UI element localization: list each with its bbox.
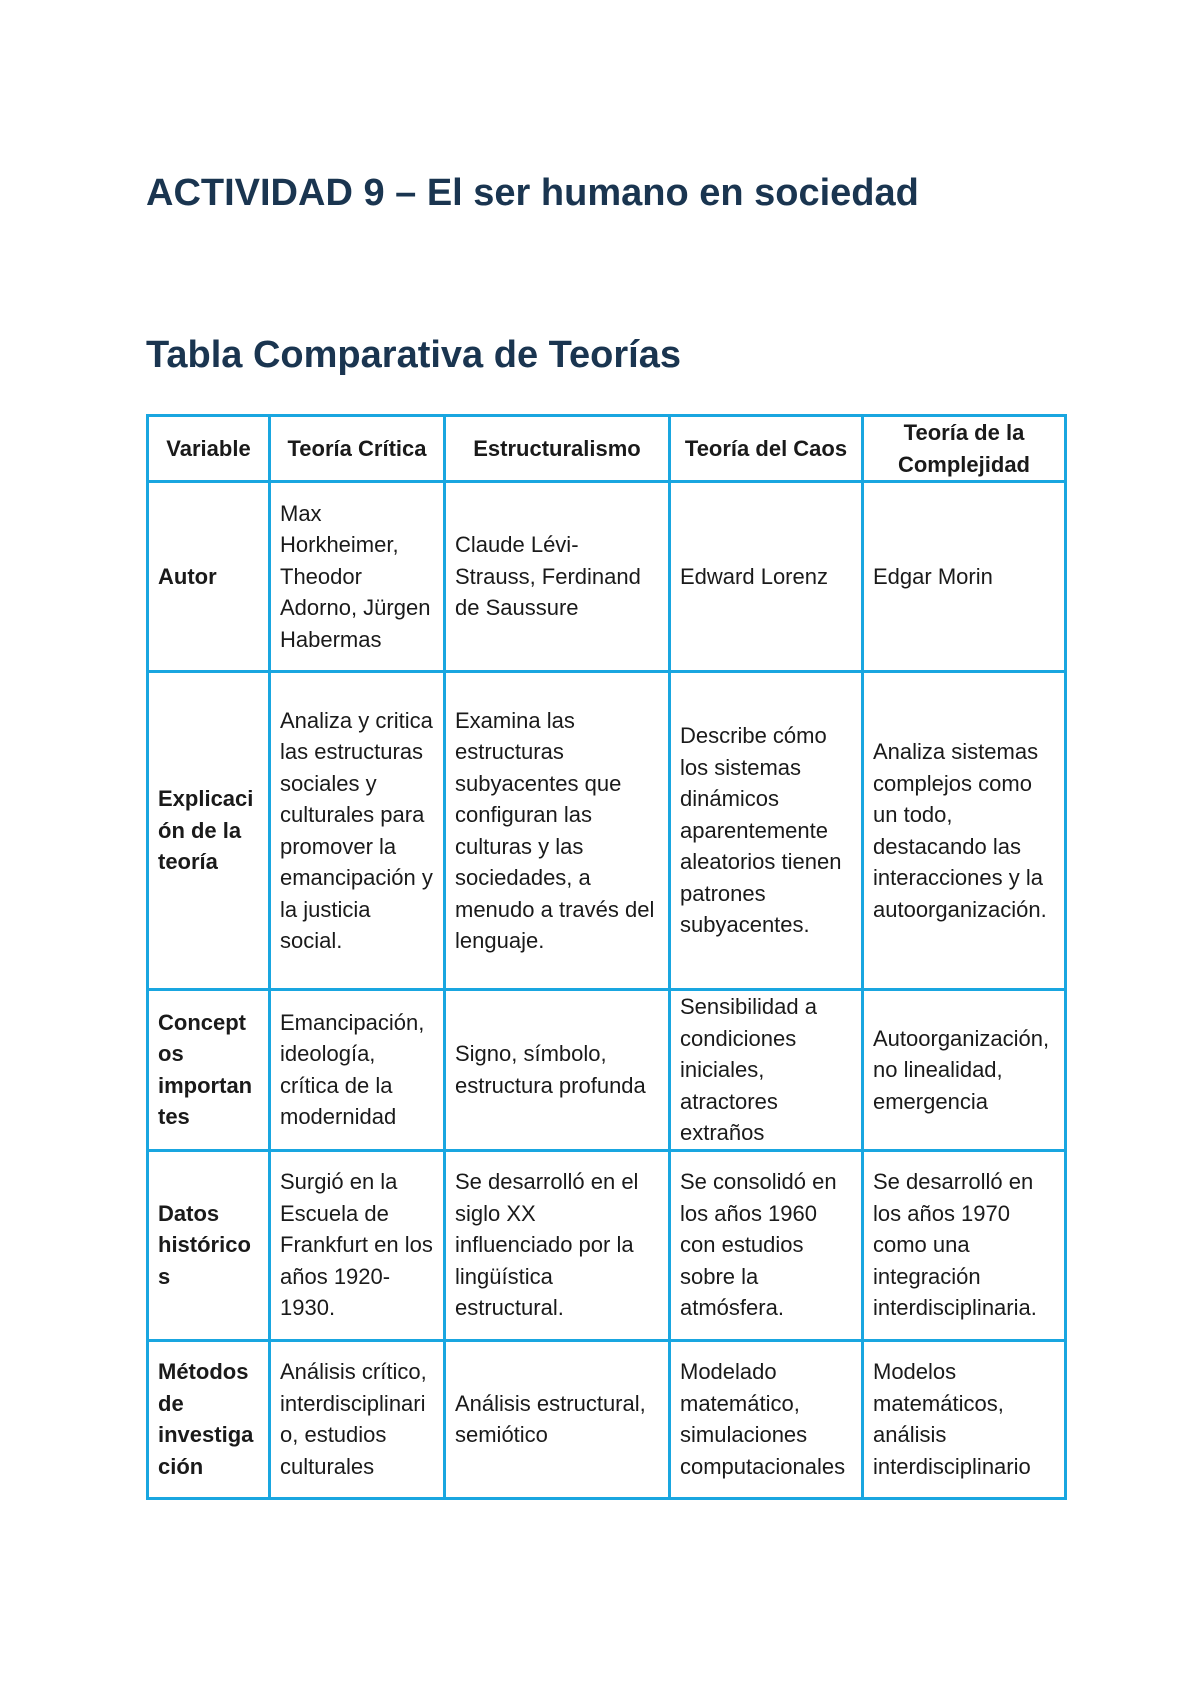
document-title: ACTIVIDAD 9 – El ser humano en sociedad <box>146 172 919 214</box>
table-cell: Modelos matemáticos, análisis interdisciplinario <box>863 1340 1066 1498</box>
column-header-variable: Variable <box>148 416 270 482</box>
table-cell: Se desarrolló en los años 1970 como una integración interdisciplinaria. <box>863 1150 1066 1340</box>
table-cell: Examina las estructuras subyacentes que configuran las culturas y las sociedades, a menudo a través del lenguaje. <box>445 672 670 990</box>
table-header-row <box>148 416 1066 482</box>
table-row-conceptos <box>148 990 1066 1151</box>
table-cell: Autoorganización, no linealidad, emergencia <box>863 990 1066 1151</box>
table-cell: Modelado matemático, simulaciones computacionales <box>670 1340 863 1498</box>
table-cell: Análisis crítico, interdisciplinario, estudios culturales <box>270 1340 445 1498</box>
column-header-teoria-critica: Teoría Crítica <box>270 416 445 482</box>
column-header-teoria-del-caos: Teoría del Caos <box>670 416 863 482</box>
row-header-explicacion: Explicación de la teoría <box>148 672 270 990</box>
table-row-explicacion <box>148 672 1066 990</box>
table-cell: Sensibilidad a condiciones iniciales, atractores extraños <box>670 990 863 1151</box>
row-header-datos-historicos: Datos históricos <box>148 1150 270 1340</box>
column-header-estructuralismo: Estructuralismo <box>445 416 670 482</box>
row-header-conceptos: Conceptos importantes <box>148 990 270 1151</box>
table-cell: Claude Lévi-Strauss, Ferdinand de Saussure <box>445 482 670 672</box>
table-cell: Analiza sistemas complejos como un todo, destacando las interacciones y la autoorganización. <box>863 672 1066 990</box>
comparison-table <box>146 414 1067 1500</box>
table-cell: Signo, símbolo, estructura profunda <box>445 990 670 1151</box>
row-header-metodos: Métodos de investigación <box>148 1340 270 1498</box>
table-cell: Se consolidó en los años 1960 con estudios sobre la atmósfera. <box>670 1150 863 1340</box>
table-cell: Max Horkheimer, Theodor Adorno, Jürgen Habermas <box>270 482 445 672</box>
table-cell: Se desarrolló en el siglo XX influenciado por la lingüística estructural. <box>445 1150 670 1340</box>
column-header-teoria-complejidad: Teoría de la Complejidad <box>863 416 1066 482</box>
table-cell: Surgió en la Escuela de Frankfurt en los años 1920-1930. <box>270 1150 445 1340</box>
table-cell: Describe cómo los sistemas dinámicos aparentemente aleatorios tienen patrones subyacentes. <box>670 672 863 990</box>
table-row-autor <box>148 482 1066 672</box>
table-row-metodos <box>148 1340 1066 1498</box>
table-cell: Emancipación, ideología, crítica de la modernidad <box>270 990 445 1151</box>
row-header-autor: Autor <box>148 482 270 672</box>
table-cell: Edgar Morin <box>863 482 1066 672</box>
table-cell: Análisis estructural, semiótico <box>445 1340 670 1498</box>
table-cell: Edward Lorenz <box>670 482 863 672</box>
table-cell: Analiza y critica las estructuras sociales y culturales para promover la emancipación y la justicia social. <box>270 672 445 990</box>
table-row-datos-historicos <box>148 1150 1066 1340</box>
table-title: Tabla Comparativa de Teorías <box>146 334 681 376</box>
